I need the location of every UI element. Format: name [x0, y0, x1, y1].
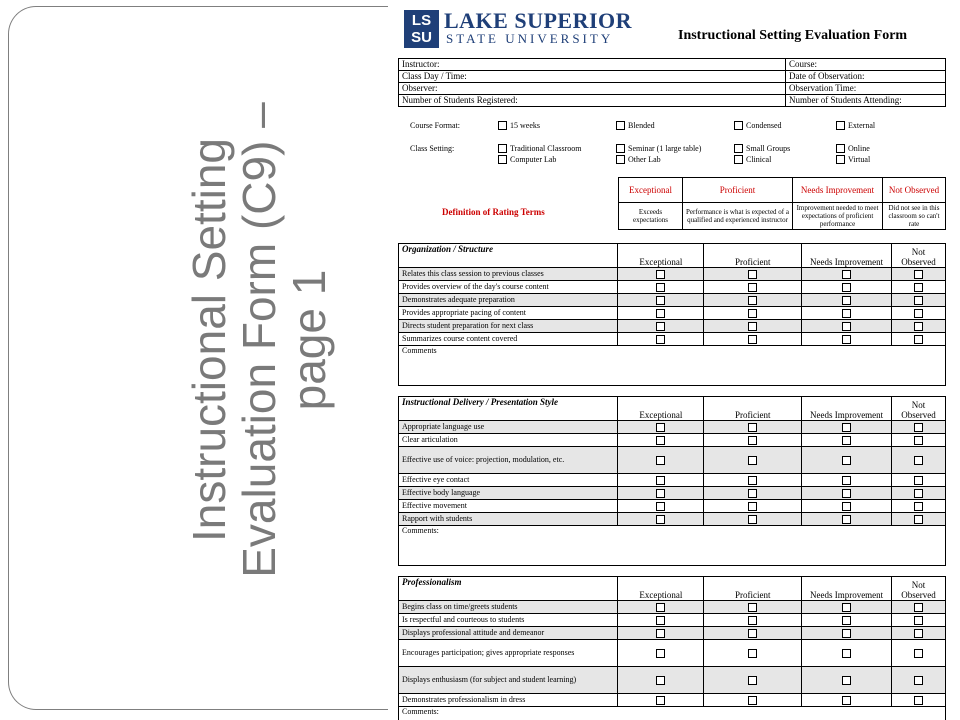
info-row	[399, 83, 946, 95]
rating-checkbox[interactable]	[914, 309, 923, 318]
rating-checkbox[interactable]	[656, 649, 665, 658]
rating-checkbox[interactable]	[914, 603, 923, 612]
rating-checkbox[interactable]	[748, 629, 757, 638]
info-field[interactable]: Date of Observation:	[786, 71, 946, 83]
rating-cell	[802, 513, 892, 526]
rating-checkbox[interactable]	[656, 283, 665, 292]
rating-cell	[704, 434, 802, 447]
class-setting-option[interactable]	[734, 155, 771, 164]
rating-checkbox[interactable]	[842, 322, 851, 331]
rating-checkbox[interactable]	[656, 696, 665, 705]
rating-checkbox[interactable]	[656, 436, 665, 445]
rating-checkbox[interactable]	[914, 489, 923, 498]
rating-row	[399, 640, 946, 667]
rating-cell	[618, 281, 704, 294]
rating-cell	[704, 320, 802, 333]
info-field[interactable]: Number of Students Registered:	[399, 95, 786, 107]
rating-checkbox[interactable]	[656, 616, 665, 625]
comments-field[interactable]: Comments:	[399, 526, 946, 566]
rating-term: Not Observed	[883, 178, 946, 203]
criterion-label: Effective use of voice: projection, modulation, etc.	[399, 447, 618, 474]
rating-section	[398, 576, 946, 720]
rating-checkbox[interactable]	[914, 335, 923, 344]
rating-cell	[892, 434, 946, 447]
rating-cell	[618, 640, 704, 667]
rating-term: Exceptional	[619, 178, 683, 203]
rating-column-header: Not Observed	[892, 244, 946, 268]
checkbox[interactable]	[616, 155, 625, 164]
rating-checkbox[interactable]	[842, 489, 851, 498]
criterion-label: Displays enthusiasm (for subject and student learning)	[399, 667, 618, 694]
rating-checkbox[interactable]	[842, 335, 851, 344]
rating-cell	[618, 627, 704, 640]
checkbox[interactable]	[498, 144, 507, 153]
rating-cell	[892, 294, 946, 307]
rating-checkbox[interactable]	[842, 649, 851, 658]
rating-cell	[704, 627, 802, 640]
rating-checkbox[interactable]	[842, 515, 851, 524]
rating-checkbox[interactable]	[914, 616, 923, 625]
rating-cell	[802, 667, 892, 694]
option-group-label: Class Setting:	[410, 144, 455, 153]
rating-row	[399, 333, 946, 346]
rating-row	[399, 268, 946, 281]
rating-cell	[802, 320, 892, 333]
rating-checkbox[interactable]	[656, 322, 665, 331]
rating-cell	[892, 474, 946, 487]
rating-checkbox[interactable]	[914, 502, 923, 511]
rating-cell	[704, 667, 802, 694]
rating-cell	[618, 294, 704, 307]
rating-checkbox[interactable]	[656, 629, 665, 638]
rating-checkbox[interactable]	[914, 515, 923, 524]
rating-section	[398, 243, 946, 386]
criterion-label: Displays professional attitude and demeanor	[399, 627, 618, 640]
rating-row	[399, 500, 946, 513]
rating-checkbox[interactable]	[748, 676, 757, 685]
rating-checkbox[interactable]	[748, 616, 757, 625]
university-subtitle: STATE UNIVERSITY	[446, 31, 614, 46]
rating-checkbox[interactable]	[748, 502, 757, 511]
rating-cell	[704, 421, 802, 434]
rating-row	[399, 320, 946, 333]
rating-cell	[802, 421, 892, 434]
criterion-label: Effective movement	[399, 500, 618, 513]
rating-cell	[618, 434, 704, 447]
rating-cell	[704, 614, 802, 627]
rating-cell	[802, 601, 892, 614]
rating-checkbox[interactable]	[748, 515, 757, 524]
rating-row	[399, 667, 946, 694]
rating-checkbox[interactable]	[842, 436, 851, 445]
option-label: Condensed	[746, 121, 782, 130]
course-format-option[interactable]	[734, 121, 782, 130]
rating-cell	[618, 268, 704, 281]
rating-checkbox[interactable]	[842, 629, 851, 638]
section-title: Organization / Structure	[399, 244, 618, 268]
rating-cell	[802, 640, 892, 667]
rating-cell	[704, 294, 802, 307]
option-label: Virtual	[848, 155, 871, 164]
info-row	[399, 95, 946, 107]
rating-cell	[618, 421, 704, 434]
rating-cell	[618, 320, 704, 333]
rating-column-header: Proficient	[704, 244, 802, 268]
rating-row	[399, 447, 946, 474]
rating-cell	[704, 500, 802, 513]
rating-cell	[802, 333, 892, 346]
option-label: Traditional Classroom	[510, 144, 582, 153]
class-setting-option[interactable]	[498, 155, 556, 164]
info-field[interactable]: Number of Students Attending:	[786, 95, 946, 107]
rating-column-header: Not Observed	[892, 577, 946, 601]
rating-term: Proficient	[683, 178, 793, 203]
rating-cell	[618, 614, 704, 627]
option-label: Small Groups	[746, 144, 791, 153]
rating-row	[399, 434, 946, 447]
rating-definitions	[398, 177, 946, 243]
section-gap	[398, 386, 946, 396]
course-format-option[interactable]	[616, 121, 655, 130]
criterion-label: Effective body language	[399, 487, 618, 500]
rating-checkbox[interactable]	[748, 270, 757, 279]
comments-field[interactable]: Comments	[399, 346, 946, 386]
evaluation-form	[398, 6, 946, 716]
section-header	[399, 244, 946, 268]
rating-column-header: Exceptional	[618, 397, 704, 421]
rating-checkbox[interactable]	[842, 616, 851, 625]
rating-checkbox[interactable]	[914, 476, 923, 485]
rating-checkbox[interactable]	[914, 456, 923, 465]
checkbox[interactable]	[734, 144, 743, 153]
option-label: 15 weeks	[510, 121, 540, 130]
rating-checkbox[interactable]	[914, 322, 923, 331]
criterion-label: Summarizes course content covered	[399, 333, 618, 346]
rating-cell	[802, 434, 892, 447]
rating-checkbox[interactable]	[656, 309, 665, 318]
checkbox[interactable]	[616, 144, 625, 153]
criterion-label: Begins class on time/greets students	[399, 601, 618, 614]
section-title: Professionalism	[399, 577, 618, 601]
checkbox[interactable]	[498, 121, 507, 130]
info-field[interactable]: Observer:	[399, 83, 786, 95]
rating-cell	[618, 694, 704, 707]
rating-row	[399, 294, 946, 307]
rating-row	[399, 421, 946, 434]
rating-checkbox[interactable]	[748, 296, 757, 305]
slide-title: Instructional Setting Evaluation Form (C9) – page 1	[183, 102, 335, 578]
rating-checkbox[interactable]	[656, 489, 665, 498]
rating-cell	[892, 487, 946, 500]
rating-checkbox[interactable]	[914, 676, 923, 685]
rating-cell	[618, 307, 704, 320]
rating-cell	[892, 513, 946, 526]
info-field[interactable]: Observation Time:	[786, 83, 946, 95]
rating-checkbox[interactable]	[842, 456, 851, 465]
rating-checkbox[interactable]	[748, 476, 757, 485]
rating-row	[399, 307, 946, 320]
rating-column-header: Proficient	[704, 397, 802, 421]
checkbox[interactable]	[836, 121, 845, 130]
criterion-label: Provides appropriate pacing of content	[399, 307, 618, 320]
rating-checkbox[interactable]	[842, 283, 851, 292]
rating-checkbox[interactable]	[914, 296, 923, 305]
rating-cell	[892, 320, 946, 333]
rating-cell	[892, 614, 946, 627]
rating-cell	[802, 694, 892, 707]
rating-cell	[704, 694, 802, 707]
rating-cell	[704, 487, 802, 500]
definitions-label: Definition of Rating Terms	[442, 207, 545, 217]
rating-checkbox[interactable]	[656, 476, 665, 485]
section-title: Instructional Delivery / Presentation Style	[399, 397, 618, 421]
rating-checkbox[interactable]	[656, 515, 665, 524]
rating-checkbox[interactable]	[748, 489, 757, 498]
rating-description: Exceeds expectations	[619, 203, 683, 230]
option-label: External	[848, 121, 876, 130]
university-name: LAKE SUPERIOR	[444, 8, 633, 33]
options-block	[398, 107, 946, 177]
class-setting-option[interactable]	[734, 144, 790, 153]
option-label: Blended	[628, 121, 655, 130]
rating-cell	[802, 487, 892, 500]
form-title: Instructional Setting Evaluation Form	[678, 28, 908, 43]
class-setting-option[interactable]	[616, 144, 701, 153]
rating-cell	[618, 487, 704, 500]
checkbox[interactable]	[836, 155, 845, 164]
comments-field[interactable]: Comments:	[399, 707, 946, 720]
info-table	[398, 58, 946, 107]
rating-cell	[704, 333, 802, 346]
section-header	[399, 577, 946, 601]
checkbox[interactable]	[734, 121, 743, 130]
comments-row	[399, 346, 946, 386]
rating-checkbox[interactable]	[842, 270, 851, 279]
option-group-label: Course Format:	[410, 121, 460, 130]
option-label: Online	[848, 144, 870, 153]
rating-checkbox[interactable]	[842, 296, 851, 305]
course-format-option[interactable]	[498, 121, 540, 130]
class-setting-option[interactable]	[836, 144, 870, 153]
section-header	[399, 397, 946, 421]
rating-row	[399, 487, 946, 500]
rating-checkbox[interactable]	[656, 456, 665, 465]
rating-cell	[618, 500, 704, 513]
rating-cell	[618, 601, 704, 614]
rating-checkbox[interactable]	[914, 423, 923, 432]
rating-column-header: Exceptional	[618, 244, 704, 268]
university-logo: LS SU	[404, 10, 439, 48]
rating-checkbox[interactable]	[656, 676, 665, 685]
rating-cell	[704, 513, 802, 526]
rating-column-header: Proficient	[704, 577, 802, 601]
rating-checkbox[interactable]	[656, 335, 665, 344]
rating-column-header: Not Observed	[892, 397, 946, 421]
rating-row	[399, 474, 946, 487]
rating-description: Performance is what is expected of a qualified and experienced instructor	[683, 203, 793, 230]
rating-section	[398, 396, 946, 566]
rating-checkbox[interactable]	[914, 283, 923, 292]
rating-cell	[892, 601, 946, 614]
rating-checkbox[interactable]	[748, 456, 757, 465]
rating-checkbox[interactable]	[656, 296, 665, 305]
criterion-label: Is respectful and courteous to students	[399, 614, 618, 627]
criterion-label: Demonstrates adequate preparation	[399, 294, 618, 307]
rating-column-header: Needs Improvement	[802, 244, 892, 268]
criterion-label: Clear articulation	[399, 434, 618, 447]
checkbox[interactable]	[734, 155, 743, 164]
rating-cell	[618, 667, 704, 694]
rating-checkbox[interactable]	[914, 629, 923, 638]
rating-checkbox[interactable]	[914, 270, 923, 279]
rating-checkbox[interactable]	[748, 322, 757, 331]
checkbox[interactable]	[836, 144, 845, 153]
rating-cell	[892, 333, 946, 346]
rating-cell	[802, 268, 892, 281]
info-row	[399, 71, 946, 83]
option-label: Seminar (1 large table)	[628, 144, 702, 153]
criterion-label: Directs student preparation for next class	[399, 320, 618, 333]
rating-checkbox[interactable]	[656, 270, 665, 279]
rating-checkbox[interactable]	[914, 649, 923, 658]
criterion-label: Relates this class session to previous classes	[399, 268, 618, 281]
option-label: Computer Lab	[510, 155, 557, 164]
rating-checkbox[interactable]	[748, 696, 757, 705]
rating-checkbox[interactable]	[842, 502, 851, 511]
rating-cell	[802, 500, 892, 513]
rating-checkbox[interactable]	[748, 283, 757, 292]
rating-cell	[892, 307, 946, 320]
rating-cell	[618, 447, 704, 474]
rating-checkbox[interactable]	[656, 423, 665, 432]
rating-checkbox[interactable]	[748, 335, 757, 344]
comments-row	[399, 707, 946, 720]
rating-cell	[892, 281, 946, 294]
rating-cell	[704, 601, 802, 614]
section-gap	[398, 566, 946, 576]
rating-cell	[892, 640, 946, 667]
rating-row	[399, 694, 946, 707]
rating-column-header: Needs Improvement	[802, 577, 892, 601]
rating-cell	[892, 627, 946, 640]
option-label: Other Lab	[628, 155, 661, 164]
rating-checkbox[interactable]	[748, 423, 757, 432]
info-row	[399, 59, 946, 71]
rating-cell	[704, 307, 802, 320]
rating-checkbox[interactable]	[842, 696, 851, 705]
class-setting-option[interactable]	[836, 155, 870, 164]
rating-row	[399, 513, 946, 526]
rating-checkbox[interactable]	[748, 309, 757, 318]
rating-cell	[892, 268, 946, 281]
rating-checkbox[interactable]	[842, 476, 851, 485]
rating-cell	[802, 307, 892, 320]
rating-checkbox[interactable]	[842, 423, 851, 432]
criterion-label: Provides overview of the day's course content	[399, 281, 618, 294]
rating-cell	[802, 474, 892, 487]
rating-cell	[802, 294, 892, 307]
option-label: Clinical	[746, 155, 772, 164]
rating-checkbox[interactable]	[914, 696, 923, 705]
rating-description: Did not see in this classroom so can't rate	[883, 203, 946, 230]
rating-checkbox[interactable]	[656, 502, 665, 511]
class-setting-option[interactable]	[616, 155, 661, 164]
info-field[interactable]: Class Day / Time:	[399, 71, 786, 83]
rating-checkbox[interactable]	[748, 436, 757, 445]
rating-row	[399, 601, 946, 614]
rating-cell	[704, 268, 802, 281]
rating-cell	[618, 513, 704, 526]
info-field[interactable]: Instructor:	[399, 59, 786, 71]
info-field[interactable]: Course:	[786, 59, 946, 71]
criterion-label: Rapport with students	[399, 513, 618, 526]
rating-column-header: Exceptional	[618, 577, 704, 601]
rating-checkbox[interactable]	[656, 603, 665, 612]
criterion-label: Demonstrates professionalism in dress	[399, 694, 618, 707]
rating-term: Needs Improvement	[793, 178, 883, 203]
rating-cell	[802, 447, 892, 474]
rating-row	[399, 281, 946, 294]
rating-cell	[704, 281, 802, 294]
rating-checkbox[interactable]	[842, 676, 851, 685]
rating-row	[399, 627, 946, 640]
rating-cell	[802, 614, 892, 627]
criterion-label: Effective eye contact	[399, 474, 618, 487]
rating-column-header: Needs Improvement	[802, 397, 892, 421]
course-format-option[interactable]	[836, 121, 875, 130]
rating-checkbox[interactable]	[842, 309, 851, 318]
rating-cell	[892, 667, 946, 694]
criterion-label: Encourages participation; gives appropriate responses	[399, 640, 618, 667]
rating-description: Improvement needed to meet expectations of proficient performance	[793, 203, 883, 230]
rating-cell	[892, 421, 946, 434]
checkbox[interactable]	[498, 155, 507, 164]
rating-cell	[802, 627, 892, 640]
rating-row	[399, 614, 946, 627]
class-setting-option[interactable]	[498, 144, 581, 153]
rating-cell	[704, 640, 802, 667]
form-header	[398, 6, 946, 58]
rating-cell	[892, 694, 946, 707]
rating-cell	[618, 474, 704, 487]
rating-checkbox[interactable]	[748, 603, 757, 612]
rating-checkbox[interactable]	[842, 603, 851, 612]
comments-row	[399, 526, 946, 566]
rating-cell	[618, 333, 704, 346]
rating-checkbox[interactable]	[748, 649, 757, 658]
rating-cell	[704, 447, 802, 474]
rating-cell	[704, 474, 802, 487]
criterion-label: Appropriate language use	[399, 421, 618, 434]
rating-cell	[802, 281, 892, 294]
rating-checkbox[interactable]	[914, 436, 923, 445]
rating-cell	[892, 447, 946, 474]
rating-cell	[892, 500, 946, 513]
checkbox[interactable]	[616, 121, 625, 130]
